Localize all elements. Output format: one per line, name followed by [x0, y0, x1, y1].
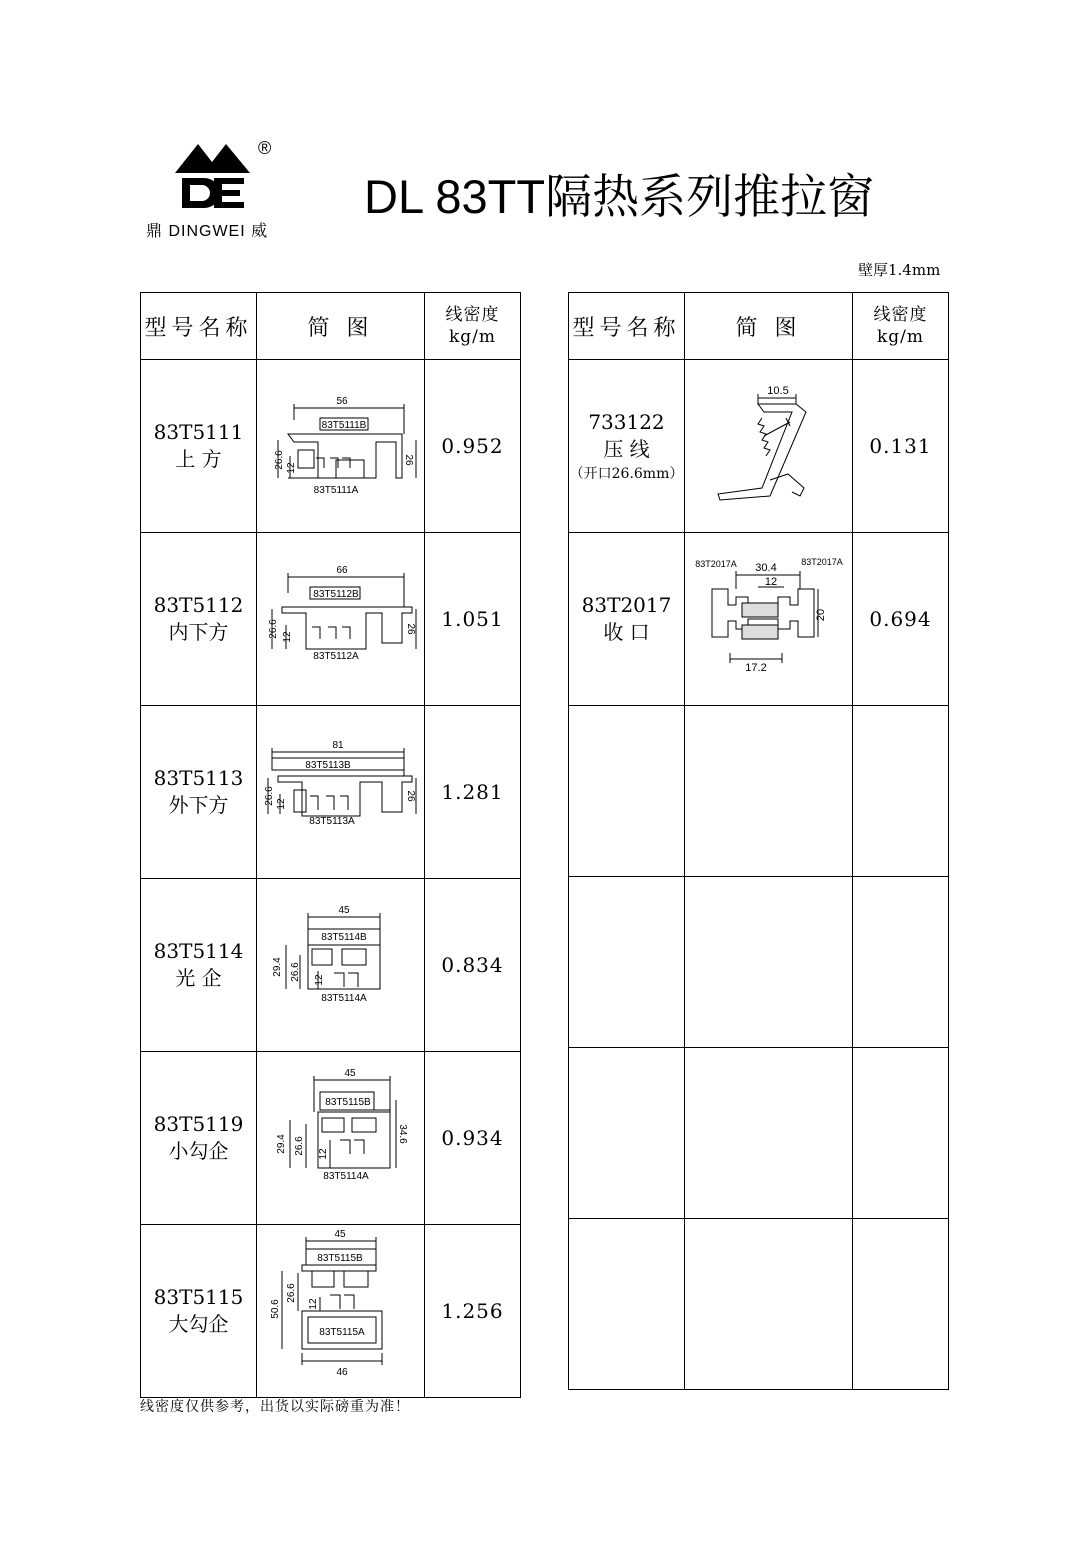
dim-height-1: 50.6: [269, 1299, 281, 1319]
part-b-label: 83T5113B: [304, 760, 351, 771]
profile-diagram: [258, 1052, 424, 1220]
model-name: 内下方: [168, 620, 229, 644]
profile-diagram: [258, 706, 424, 874]
dim-height-3: 12: [317, 1148, 329, 1160]
dim-height-2: 26.6: [293, 1136, 305, 1156]
table-header-row: [141, 293, 521, 360]
density-value: 1.281: [425, 706, 521, 879]
dim-width: 45: [343, 1068, 356, 1079]
wall-thickness-note: 壁厚1.4mm: [858, 261, 941, 279]
density-value: 0.934: [425, 1052, 521, 1225]
model-note: （开口26.6mm）: [569, 466, 684, 482]
dim-height-2: 26.6: [285, 1283, 297, 1303]
part-a-label: 83T5114A: [320, 993, 367, 1004]
diagram-cell: [257, 533, 425, 706]
header-density: [425, 293, 521, 360]
left-spec-table: [140, 292, 521, 1398]
dim-height-1: 29.4: [271, 957, 283, 977]
model-code: 83T2017: [581, 593, 672, 617]
table-row: [569, 1219, 949, 1390]
empty-cell: [569, 706, 685, 877]
dim-height-2: 12: [275, 798, 287, 810]
model-code: 83T5119: [153, 1112, 244, 1136]
model-code: 83T5112: [153, 593, 244, 617]
dim-width-3: 17.2: [744, 662, 767, 674]
dim-height-3: 26: [404, 790, 416, 802]
table-row: [569, 360, 949, 533]
table-row: [569, 706, 949, 877]
table-header-row: [569, 293, 949, 360]
dim-height-3: 12: [313, 974, 325, 986]
empty-cell: [853, 1048, 949, 1219]
model-cell: [141, 879, 257, 1052]
table-row: [569, 1048, 949, 1219]
empty-cell: [685, 877, 853, 1048]
dim-height-3: 26: [402, 454, 414, 466]
logo-text: 鼎 DINGWEI 威: [146, 223, 269, 240]
diagram-cell: [685, 533, 853, 706]
company-logo: [140, 138, 290, 243]
empty-cell: [685, 706, 853, 877]
dim-height-3: 12: [307, 1298, 319, 1310]
dim-width: 56: [335, 396, 348, 407]
part-a-label: 83T5115A: [318, 1327, 365, 1338]
model-code: 83T5115: [153, 1285, 244, 1309]
empty-cell: [853, 1219, 949, 1390]
diagram-cell: [257, 1052, 425, 1225]
model-name: 压 线: [603, 437, 650, 461]
dim-width-2: 12: [764, 576, 777, 588]
part-b-label: 83T5114B: [320, 932, 367, 943]
table-row: [569, 533, 949, 706]
table-row: [569, 877, 949, 1048]
model-cell: [141, 533, 257, 706]
model-cell: [569, 360, 685, 533]
dim-width: 45: [333, 1229, 346, 1240]
empty-cell: [569, 1048, 685, 1219]
part-a-label-left: 83T2017A: [694, 559, 737, 569]
part-a-label: 83T5113A: [308, 816, 355, 827]
density-value: 1.256: [425, 1225, 521, 1398]
density-value: 1.051: [425, 533, 521, 706]
empty-cell: [569, 877, 685, 1048]
density-value: 0.694: [853, 533, 949, 706]
header-diagram: 简 图: [685, 293, 853, 360]
empty-cell: [685, 1219, 853, 1390]
table-row: [141, 360, 521, 533]
empty-cell: [853, 877, 949, 1048]
table-row: [141, 706, 521, 879]
part-b-label: 83T5111B: [321, 420, 366, 431]
part-a-label: 83T5112A: [312, 651, 359, 662]
dim-height-4: 34.6: [396, 1124, 408, 1144]
dim-height-1: 26.6: [267, 619, 279, 639]
profile-diagram: [258, 1225, 424, 1393]
dim-width-1: 30.4: [754, 562, 777, 574]
density-value: 0.131: [853, 360, 949, 533]
model-name: 大勾企: [168, 1312, 229, 1336]
model-code: 83T5111: [153, 420, 244, 444]
profile-diagram: [258, 360, 424, 528]
density-value: 0.952: [425, 360, 521, 533]
part-a-label-right: 83T2017A: [800, 557, 843, 567]
dim-height-2: 26.6: [289, 962, 301, 982]
model-cell: [141, 1052, 257, 1225]
profile-diagram: [686, 533, 852, 701]
right-spec-table: [568, 292, 949, 1390]
profile-diagram: [258, 879, 424, 1047]
dim-width: 81: [331, 740, 344, 751]
registered-mark: ®: [258, 138, 272, 158]
dim-height-2: 12: [281, 631, 293, 643]
model-code: 83T5114: [153, 939, 244, 963]
header-density: [853, 293, 949, 360]
model-code: 83T5113: [153, 766, 244, 790]
page-title: DL 83TT隔热系列推拉窗: [364, 170, 875, 223]
diagram-cell: [685, 360, 853, 533]
model-code: 733122: [588, 410, 665, 434]
dim-height-2: 12: [285, 462, 297, 474]
model-cell: [141, 706, 257, 879]
diagram-cell: [257, 879, 425, 1052]
header-density-title: 线密度: [873, 305, 928, 325]
dim-width: 66: [335, 565, 348, 576]
empty-cell: [685, 1048, 853, 1219]
table-row: [141, 1052, 521, 1225]
profile-diagram: [258, 533, 424, 701]
header-density-unit: kg/m: [876, 327, 925, 347]
part-a-label: 83T5114A: [322, 1171, 369, 1182]
model-cell: [569, 533, 685, 706]
header-diagram: 简 图: [257, 293, 425, 360]
empty-cell: [853, 706, 949, 877]
header-model: 型号名称: [569, 293, 685, 360]
empty-cell: [569, 1219, 685, 1390]
dim-height: 20: [814, 608, 827, 622]
part-b-label: 83T5115B: [316, 1253, 363, 1264]
header-density-title: 线密度: [445, 305, 500, 325]
density-value: 0.834: [425, 879, 521, 1052]
table-row: [141, 533, 521, 706]
footnote: 线密度仅供参考，出货以实际磅重为准！: [140, 1399, 410, 1415]
header-density-unit: kg/m: [448, 327, 497, 347]
part-a-label: 83T5111A: [313, 485, 358, 496]
model-name: 外下方: [168, 793, 229, 817]
table-row: [141, 1225, 521, 1398]
part-b-label: 83T5115B: [324, 1097, 371, 1108]
dim-height-3: 26: [404, 623, 416, 635]
table-row: [141, 879, 521, 1052]
diagram-cell: [257, 360, 425, 533]
diagram-cell: [257, 1225, 425, 1398]
model-name: 光 企: [175, 966, 222, 990]
model-cell: [141, 1225, 257, 1398]
header-model: 型号名称: [141, 293, 257, 360]
part-b-label: 83T5112B: [312, 589, 359, 600]
dim-height-1: 29.4: [275, 1134, 287, 1154]
model-cell: [141, 360, 257, 533]
model-name: 收 口: [603, 620, 650, 644]
model-name: 小勾企: [168, 1139, 229, 1163]
dim-width: 45: [337, 905, 350, 916]
dim-height-1: 26.6: [263, 786, 275, 806]
dim-height-1: 26.6: [273, 450, 285, 470]
dim-width-2: 46: [335, 1367, 348, 1378]
profile-diagram: [686, 360, 852, 528]
model-name: 上 方: [175, 447, 222, 471]
diagram-cell: [257, 706, 425, 879]
dim-width: 10.5: [766, 385, 789, 397]
